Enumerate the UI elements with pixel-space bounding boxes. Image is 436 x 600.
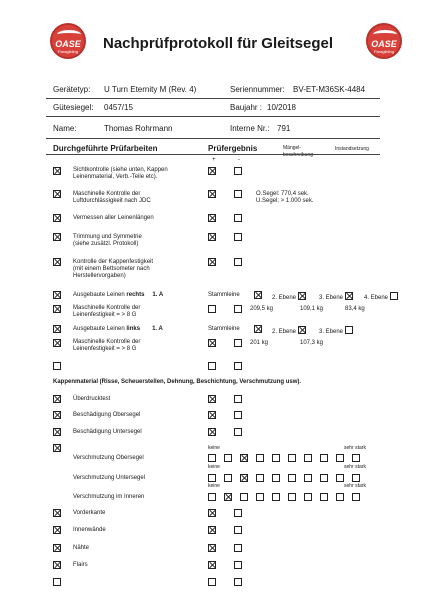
v-unten-label: Verschmutzung Untersegel (73, 475, 146, 481)
leinen-links-checkbox[interactable] (53, 325, 61, 333)
logo-text: OASE (371, 39, 397, 49)
v-innen-10[interactable] (352, 493, 360, 501)
rechts-stammleine-checkbox[interactable] (254, 291, 262, 299)
v-unten-9[interactable] (336, 474, 344, 482)
empty-plus[interactable] (208, 362, 216, 370)
links-value-1: 201 kg (250, 340, 269, 346)
leinen-rechts-label (73, 292, 163, 299)
extra-minus[interactable] (234, 578, 242, 586)
obersegel-minus[interactable] (234, 411, 242, 419)
rechts-e2-text: 2. Ebene (272, 295, 297, 301)
innenwaende-minus[interactable] (234, 526, 242, 534)
untersegel-checkbox[interactable] (53, 428, 61, 436)
links-e2-text: 2. Ebene (272, 329, 297, 335)
v-unten-8[interactable] (320, 474, 328, 482)
luft-label: Maschinelle Kontrolle der Luftdurchlässigkeit nach JDC (73, 191, 151, 205)
links-maschinell-plus[interactable] (208, 339, 216, 347)
header-instandsetzung: Instandsetzung (335, 146, 369, 152)
luft-note: O.Segel: 770,4 sek. U.Segel: > 1.000 sek. (256, 191, 314, 205)
rechts-e4-text: 4. Ebene (364, 295, 389, 301)
rechts-maschinell-label: Maschinelle Kontrolle der Leinenfestigkeit = > 8 G (73, 305, 141, 319)
ueberdruck-plus[interactable] (208, 395, 216, 403)
baujahr-value: 10/2018 (267, 103, 296, 112)
links-stammleine-label: Stammleine (208, 326, 240, 332)
v-innen-sehr-stark: sehr stark (344, 483, 366, 489)
page-title: Nachprüfprotokoll für Gleitsegel (102, 35, 334, 52)
leinen-links-side: links (126, 326, 141, 332)
trimmung-plus[interactable] (208, 233, 216, 241)
leinen-rechts-side: rechts (126, 292, 145, 298)
kappenfestigkeit-plus[interactable] (208, 258, 216, 266)
v-oben-5[interactable] (272, 454, 280, 462)
v-unten-10[interactable] (352, 474, 360, 482)
sichtkontrolle-minus[interactable] (234, 167, 242, 175)
seriennummer-value: BV-ET-M36SK-4484 (293, 85, 366, 94)
links-maschinell-label: Maschinelle Kontrolle der Leinenfestigkeit = > 8 G (73, 339, 141, 353)
v-unten-2[interactable] (224, 474, 232, 482)
v-oben-8[interactable] (320, 454, 328, 462)
logo-subtext: Paragliding (373, 49, 394, 54)
links-stammleine-checkbox[interactable] (254, 325, 262, 333)
empty-minus[interactable] (234, 362, 242, 370)
v-unten-keine: keine (208, 464, 220, 470)
rechts-e4-checkbox[interactable] (390, 292, 398, 300)
links-e3-text: 3. Ebene (319, 329, 344, 335)
v-unten-3[interactable] (240, 474, 248, 482)
rechts-maschinell-minus[interactable] (234, 305, 242, 313)
flairs-checkbox[interactable] (53, 561, 61, 569)
v-innen-5[interactable] (272, 493, 280, 501)
v-innen-2[interactable] (224, 493, 232, 501)
rechts-e2-checkbox[interactable] (298, 292, 306, 300)
links-e2-checkbox[interactable] (298, 326, 306, 334)
extra-checkbox[interactable] (53, 578, 61, 586)
luft-checkbox[interactable] (53, 190, 61, 198)
v-unten-6[interactable] (288, 474, 296, 482)
v-innen-3[interactable] (240, 493, 248, 501)
innenwaende-plus[interactable] (208, 526, 216, 534)
sichtkontrolle-plus[interactable] (208, 167, 216, 175)
vorderkante-checkbox[interactable] (53, 509, 61, 517)
v-unten-7[interactable] (304, 474, 312, 482)
luft-minus[interactable] (234, 190, 242, 198)
obersegel-checkbox[interactable] (53, 411, 61, 419)
rechts-e4-label (364, 292, 398, 302)
innenwaende-checkbox[interactable] (53, 526, 61, 534)
leinen-rechts-text: Ausgebaute Leinen (73, 292, 125, 298)
v-innen-6[interactable] (288, 493, 296, 501)
v-oben-9[interactable] (336, 454, 344, 462)
guetesiegel-value: 0457/15 (104, 103, 133, 112)
v-innen-label: Verschmutzung im Inneren (73, 494, 145, 500)
geraetetyp-label: Gerätetyp: (53, 85, 91, 94)
untersegel-label: Beschädigung Untersegel (73, 429, 142, 435)
v-oben-label: Verschmutzung Obersegel (73, 455, 144, 461)
links-e2-label (272, 326, 306, 336)
untersegel-minus[interactable] (234, 428, 242, 436)
obersegel-label: Beschädigung Obersegel (73, 412, 141, 418)
naehte-checkbox[interactable] (53, 544, 61, 552)
links-value-2: 107,3 kg (300, 340, 324, 346)
ueberdruck-checkbox[interactable] (53, 395, 61, 403)
interne-nr-label: Interne Nr.: (230, 124, 270, 133)
rechts-stammleine-label: Stammleine (208, 292, 240, 298)
naehte-plus[interactable] (208, 544, 216, 552)
links-maschinell-checkbox[interactable] (53, 339, 61, 347)
leinen-rechts-checkbox[interactable] (53, 291, 61, 299)
header-maengel: Mängel- (283, 145, 302, 151)
ueberdruck-minus[interactable] (234, 395, 242, 403)
trimmung-checkbox[interactable] (53, 233, 61, 241)
header-pruefarbeiten: Durchgeführte Prüfarbeiten (53, 144, 158, 153)
v-oben-1[interactable] (208, 454, 216, 462)
baujahr-label: Baujahr : (230, 103, 263, 112)
v-oben-10[interactable] (352, 454, 360, 462)
v-innen-keine: keine (208, 483, 220, 489)
v-innen-8[interactable] (320, 493, 328, 501)
verschmutzung-checkbox[interactable] (53, 444, 61, 452)
name-value: Thomas Rohrmann (104, 124, 173, 133)
trimmung-label: Trimmung und Symmetrie (siehe zusätzl. Protokoll) (73, 234, 142, 248)
v-oben-6[interactable] (288, 454, 296, 462)
logo-subtext: Paragliding (57, 49, 78, 54)
vermessen-label: Vermessen aller Leinenlängen (73, 215, 154, 221)
v-oben-7[interactable] (304, 454, 312, 462)
flairs-plus[interactable] (208, 561, 216, 569)
vermessen-checkbox[interactable] (53, 214, 61, 222)
links-e3-checkbox[interactable] (345, 326, 353, 334)
guetesiegel-label: Gütesiegel: (53, 103, 94, 112)
divider (46, 116, 380, 117)
v-oben-sehr-stark: sehr stark (344, 445, 366, 451)
naehte-label: Nähte (73, 545, 90, 551)
vorderkante-plus[interactable] (208, 509, 216, 517)
untersegel-plus[interactable] (208, 428, 216, 436)
rechts-value-3: 83,4 kg (345, 306, 365, 312)
interne-nr-value: 791 (277, 124, 291, 133)
vermessen-plus[interactable] (208, 214, 216, 222)
rechts-e3-label (319, 292, 353, 302)
rechts-value-2: 109,1 kg (300, 306, 324, 312)
sichtkontrolle-checkbox[interactable] (53, 167, 61, 175)
trimmung-minus[interactable] (234, 233, 242, 241)
extra-plus[interactable] (208, 578, 216, 586)
kappenfestigkeit-minus[interactable] (234, 258, 242, 266)
v-oben-2[interactable] (224, 454, 232, 462)
kappenfestigkeit-checkbox[interactable] (53, 258, 61, 266)
leinen-links-number: 1. A (152, 326, 163, 332)
divider (46, 154, 380, 155)
innenwaende-label: Innenwände (73, 527, 106, 533)
rechts-value-1: 209,5 kg (250, 306, 274, 312)
logo-text: OASE (55, 39, 81, 49)
leinen-rechts-number: 1. A (152, 292, 164, 298)
leinen-links-label (73, 326, 163, 333)
divider (46, 98, 380, 99)
v-unten-sehr-stark: sehr stark (344, 464, 366, 470)
links-e3-label (319, 326, 353, 336)
divider (46, 138, 380, 139)
luft-plus[interactable] (208, 190, 216, 198)
v-unten-1[interactable] (208, 474, 216, 482)
v-innen-1[interactable] (208, 493, 216, 501)
v-oben-4[interactable] (256, 454, 264, 462)
rechts-maschinell-checkbox[interactable] (53, 305, 61, 313)
rechts-e3-text: 3. Ebene (319, 295, 344, 301)
v-unten-5[interactable] (272, 474, 280, 482)
obersegel-plus[interactable] (208, 411, 216, 419)
kappenfestigkeit-label: Kontrolle der Kappenfestigkeit (mit einem Bettsometer nach Herstellervorgaben) (73, 259, 154, 280)
v-unten-4[interactable] (256, 474, 264, 482)
name-label: Name: (53, 124, 77, 133)
vermessen-minus[interactable] (234, 214, 242, 222)
naehte-minus[interactable] (234, 544, 242, 552)
vorderkante-label: Vorderkante (73, 510, 106, 516)
flairs-label: Flairs (73, 562, 88, 568)
leinen-links-text: Ausgebaute Leinen (73, 326, 125, 332)
sichtkontrolle-label: Sichtkontrolle (siehe unten, Kappen Leinenmaterial, Verb.-Teile etc). (73, 167, 168, 181)
rechts-maschinell-plus[interactable] (208, 305, 216, 313)
v-oben-keine: keine (208, 445, 220, 451)
header-minus: - (238, 157, 240, 163)
geraetetyp-value: U Turn Eternity M (Rev. 4) (104, 85, 197, 94)
header-plus: + (212, 157, 216, 163)
rechts-e3-checkbox[interactable] (345, 292, 353, 300)
empty-checkbox[interactable] (53, 362, 61, 370)
v-innen-7[interactable] (304, 493, 312, 501)
kappenmaterial-heading: Kappenmaterial (Risse, Scheuerstellen, Dehnung, Beschichtung, Verschmutzung usw). (53, 379, 302, 385)
header-pruefergebnis: Prüfergebnis (208, 144, 258, 153)
rechts-e2-label (272, 292, 306, 302)
links-maschinell-minus[interactable] (234, 339, 242, 347)
v-innen-9[interactable] (336, 493, 344, 501)
v-oben-3[interactable] (240, 454, 248, 462)
ueberdruck-label: Überdrucktest (73, 396, 111, 402)
seriennummer-label: Seriennummer: (230, 85, 285, 94)
vorderkante-minus[interactable] (234, 509, 242, 517)
v-innen-4[interactable] (256, 493, 264, 501)
flairs-minus[interactable] (234, 561, 242, 569)
